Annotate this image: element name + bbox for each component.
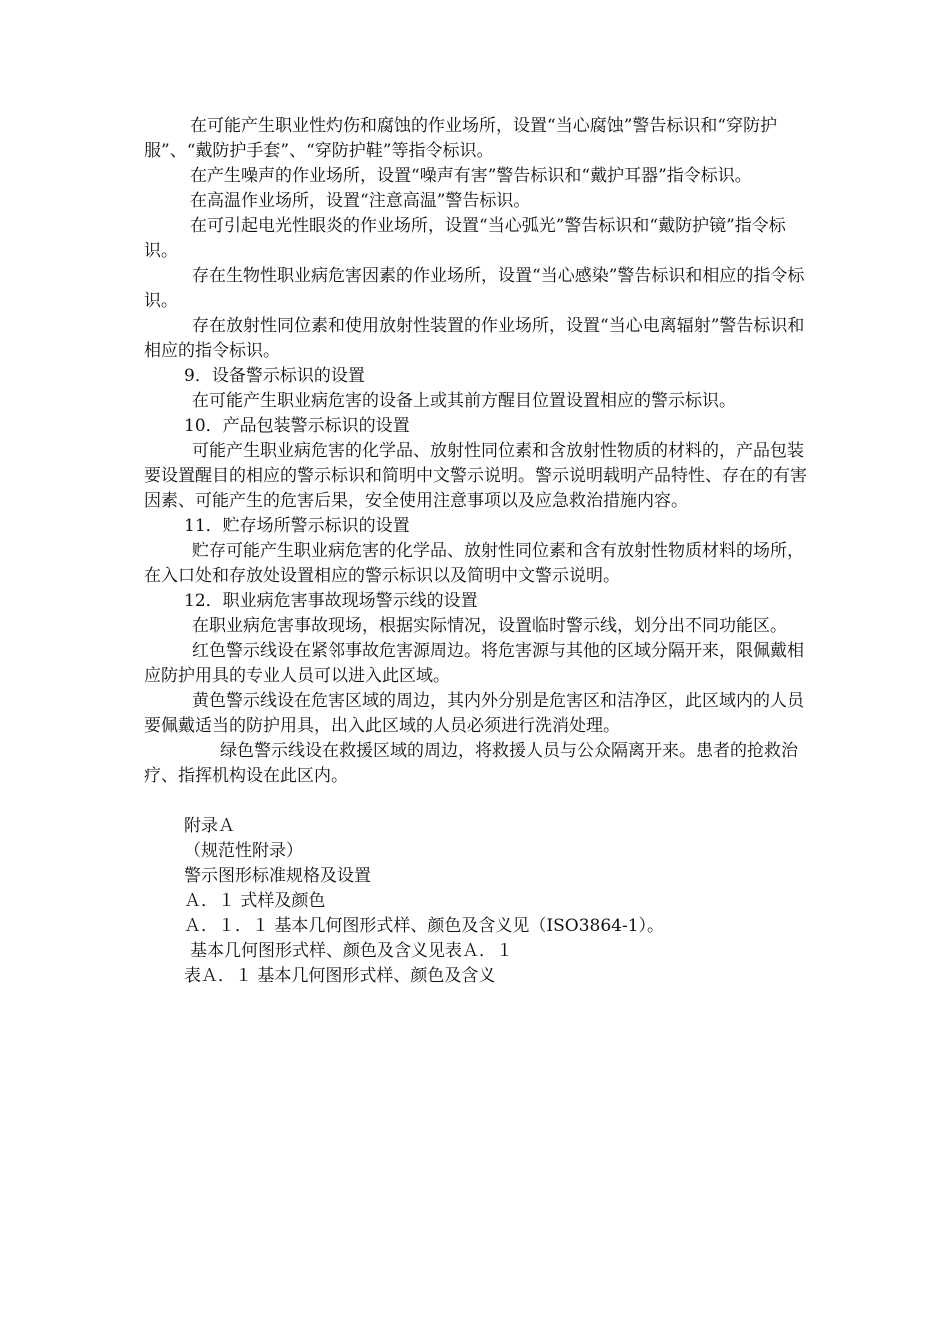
appendix-subsection: Ａ．１．１ 基本几何图形式样、颜色及含义见（ISO3864-1）。 <box>184 916 665 936</box>
appendix-section <box>144 814 808 989</box>
heading-packaging-signs: 10．产品包装警示标识的设置 <box>184 416 410 436</box>
heading-warning-lines: 12．职业病危害事故现场警示线的设置 <box>184 591 478 611</box>
paragraph-red-line: 红色警示线设在紧邻事故危害源周边。将危害源与其他的区域分隔开来，限佩戴相应防护用具的专业人员可以进入此区域。 <box>144 641 804 686</box>
appendix-subtitle: （规范性附录） <box>184 841 303 861</box>
paragraph-arc-light: 在可引起电光性眼炎的作业场所，设置“当心弧光”警告标识和“戴防护镜”指令标识。 <box>144 216 786 261</box>
appendix-title: 附录Ａ <box>184 816 235 836</box>
paragraph-yellow-line: 黄色警示线设在危害区域的周边，其内外分别是危害区和洁净区，此区域内的人员要佩戴适当的防护用具，出入此区域的人员必须进行洗消处理。 <box>144 691 804 736</box>
paragraph-biological: 存在生物性职业病危害因素的作业场所，设置“当心感染”警告标识和相应的指令标识。 <box>144 266 805 311</box>
paragraph-high-temperature: 在高温作业场所，设置“注意高温”警告标识。 <box>190 191 531 211</box>
document-body <box>144 114 808 989</box>
spacer <box>144 789 808 814</box>
paragraph-radiation: 存在放射性同位素和使用放射性装置的作业场所，设置“当心电离辐射”警告标识和相应的指令标识。 <box>144 316 805 361</box>
paragraph-warning-lines: 在职业病危害事故现场，根据实际情况，设置临时警示线，划分出不同功能区。 <box>192 616 787 636</box>
paragraph-corrosion: 在可能产生职业性灼伤和腐蚀的作业场所，设置“当心腐蚀”警告标识和“穿防护服”、“戴防护手套”、“穿防护鞋”等指令标识。 <box>144 116 778 161</box>
paragraph-green-line: 绿色警示线设在救援区域的周边，将救援人员与公众隔离开来。患者的抢救治疗、指挥机构设在此区内。 <box>144 741 798 786</box>
appendix-section-heading: Ａ．１ 式样及颜色 <box>184 891 326 911</box>
table-caption: 表Ａ．１ 基本几何图形式样、颜色及含义 <box>184 966 496 986</box>
paragraph-noise: 在产生噪声的作业场所，设置“噪声有害”警告标识和“戴护耳器”指令标识。 <box>190 166 752 186</box>
paragraph-packaging-signs: 可能产生职业病危害的化学品、放射性同位素和含放射性物质的材料的，产品包装要设置醒目的相应的警示标识和简明中文警示说明。警示说明载明产品特性、存在的有害因素、可能产生的危害后果，安全使用注意事项以及应急救治措施内容。 <box>144 441 807 511</box>
heading-equipment-signs: 9．设备警示标识的设置 <box>184 366 365 386</box>
paragraph-equipment-signs: 在可能产生职业病危害的设备上或其前方醒目位置设置相应的警示标识。 <box>192 391 736 411</box>
appendix-note: 基本几何图形式样、颜色及含义见表Ａ．１ <box>190 941 513 961</box>
heading-storage-signs: 11．贮存场所警示标识的设置 <box>184 516 410 536</box>
paragraph-storage-signs: 贮存可能产生职业病危害的化学品、放射性同位素和含有放射性物质材料的场所，在入口处和存放处设置相应的警示标识以及简明中文警示说明。 <box>144 541 804 586</box>
appendix-heading: 警示图形标准规格及设置 <box>184 866 371 886</box>
